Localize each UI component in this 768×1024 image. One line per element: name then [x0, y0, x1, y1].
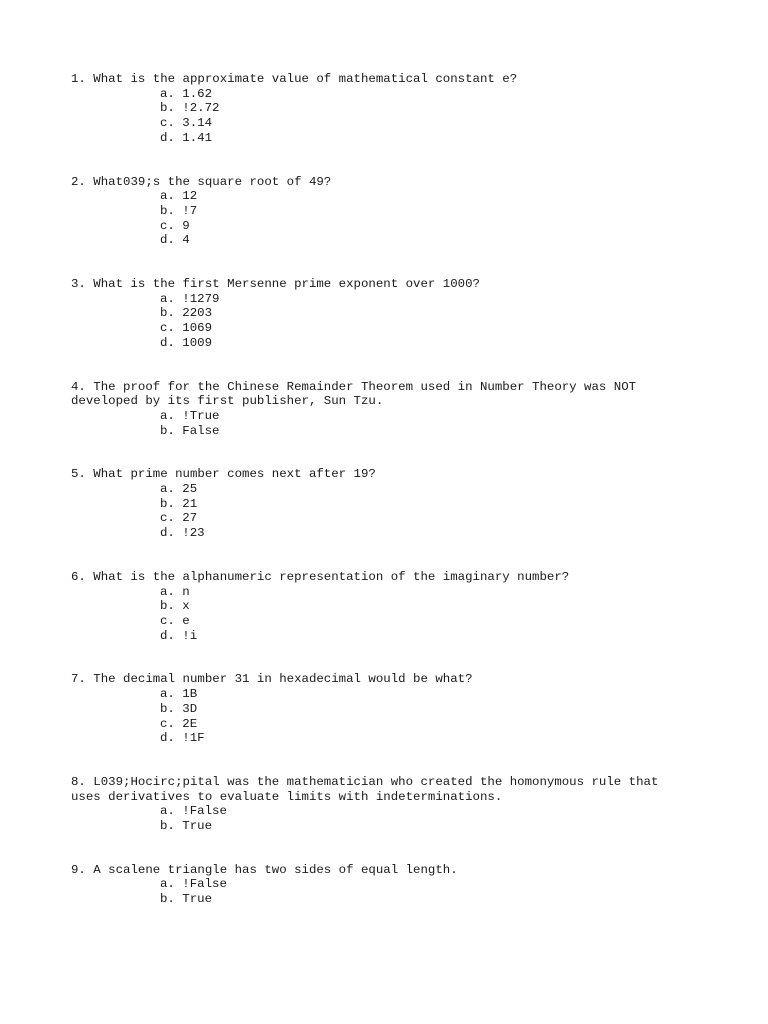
option-b: b. False: [160, 423, 220, 438]
option-a: a. 1B: [160, 687, 198, 702]
question-5: [71, 467, 691, 541]
option-d: d. !i: [160, 628, 198, 643]
option-b: b. 21: [160, 496, 198, 511]
option-list: [71, 877, 691, 906]
question-3: [71, 277, 691, 351]
option-a: a. 1.62: [160, 86, 213, 101]
option-d: d. 4: [160, 233, 190, 248]
question-8: [71, 775, 691, 834]
option-c: c. 1069: [160, 321, 213, 336]
option-b: b. 2203: [160, 306, 213, 321]
option-list: [71, 687, 691, 746]
option-c: c. 3.14: [160, 116, 213, 131]
option-a: a. !True: [160, 408, 220, 423]
option-a: a. n: [160, 584, 190, 599]
question-1: [71, 72, 691, 146]
option-b: b. !2.72: [160, 101, 220, 116]
option-c: c. 2E: [160, 716, 198, 731]
option-list: [71, 292, 691, 351]
option-d: d. 1.41: [160, 130, 213, 145]
option-d: d. !23: [160, 526, 205, 541]
question-text: 8. L039;Hocirc;pital was the mathematician who created the homonymous rule that uses derivatives to evaluate limits with indeterminations.: [71, 774, 666, 804]
option-a: a. !False: [160, 804, 227, 819]
option-b: b. !7: [160, 203, 198, 218]
option-c: c. 9: [160, 218, 190, 233]
question-text: 4. The proof for the Chinese Remainder Theorem used in Number Theory was NOT developed by its first publisher, Sun Tzu.: [71, 379, 644, 409]
question-text: 1. What is the approximate value of mathematical constant e?: [71, 72, 518, 86]
question-text: 2. What039;s the square root of 49?: [71, 174, 332, 189]
option-b: b. True: [160, 892, 213, 907]
option-b: b. x: [160, 599, 190, 614]
option-a: a. !1279: [160, 291, 220, 306]
option-list: [71, 585, 691, 644]
question-4: [71, 380, 691, 439]
quiz-document: [71, 72, 691, 936]
option-b: b. 3D: [160, 701, 198, 716]
option-list: [71, 189, 691, 248]
question-text: 9. A scalene triangle has two sides of equal length.: [71, 862, 458, 877]
option-list: [71, 804, 691, 833]
question-text: 7. The decimal number 31 in hexadecimal would be what?: [71, 672, 473, 687]
option-list: [71, 87, 691, 146]
option-list: [71, 409, 691, 438]
option-a: a. 25: [160, 482, 198, 497]
question-text: 5. What prime number comes next after 19?: [71, 467, 376, 482]
option-list: [71, 482, 691, 541]
option-b: b. True: [160, 819, 213, 834]
question-text: 6. What is the alphanumeric representation of the imaginary number?: [71, 569, 570, 584]
option-c: c. 27: [160, 511, 198, 526]
question-7: [71, 672, 691, 746]
option-d: d. 1009: [160, 335, 213, 350]
option-d: d. !1F: [160, 731, 205, 746]
question-text: 3. What is the first Mersenne prime exponent over 1000?: [71, 277, 480, 292]
option-a: a. 12: [160, 189, 198, 204]
option-c: c. e: [160, 613, 190, 628]
question-9: [71, 863, 691, 907]
question-2: [71, 175, 691, 249]
option-a: a. !False: [160, 877, 227, 892]
question-6: [71, 570, 691, 644]
